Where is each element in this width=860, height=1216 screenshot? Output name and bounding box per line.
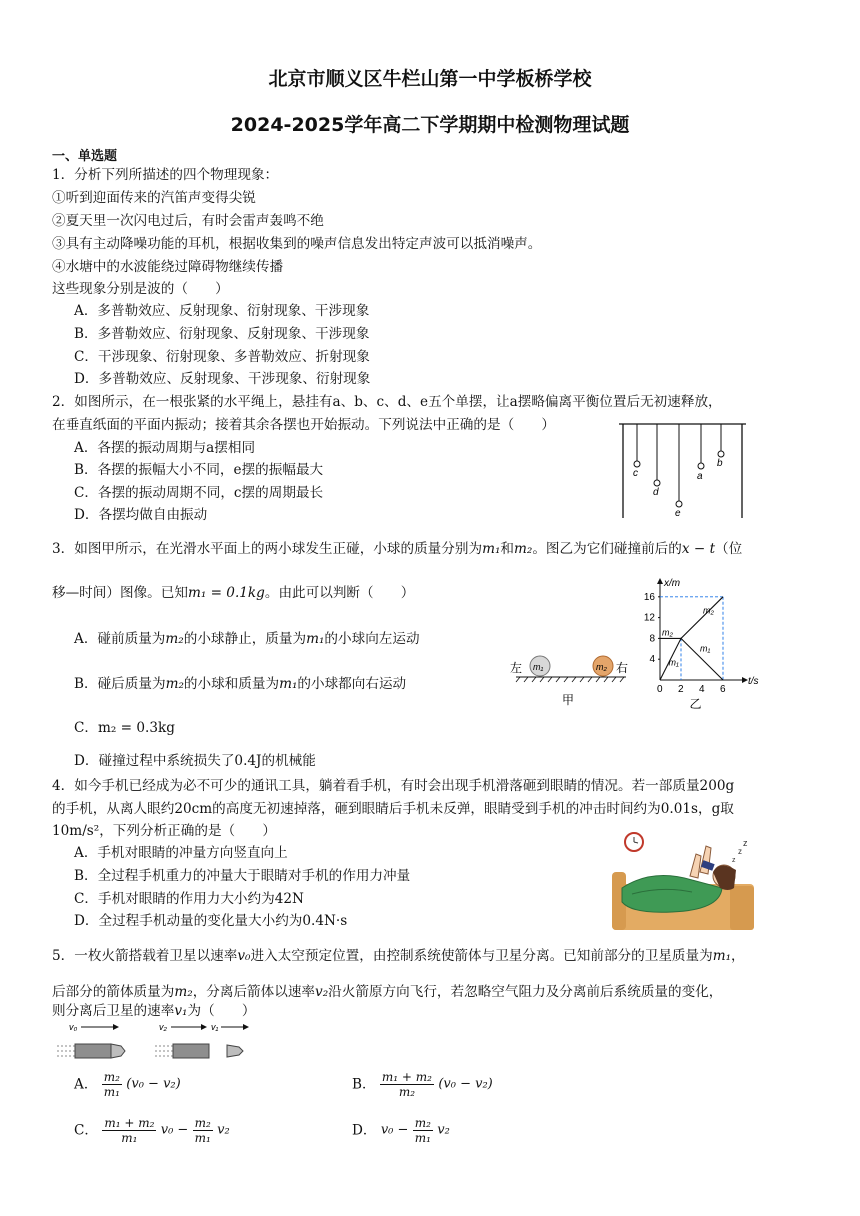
q5-line3: 则分离后卫星的速率v₁为（ ） [52, 1003, 256, 1019]
figure-caption: 甲 [562, 693, 575, 707]
q5-option-c[interactable]: C． $\frac{\text{m₁ + m₂}}{\text{m₁}}$ v₀ − $\frac{\text{m₂}}{\text{m₁}}$ v₂ [74, 1116, 230, 1145]
q4-option-a[interactable]: A．手机对眼睛的冲量方向竖直向上 [74, 845, 288, 861]
xt-chart [638, 574, 798, 710]
q4-line1: 4．如今手机已经成为必不可少的通讯工具，躺着看手机，有时会出现手机滑落砸到眼睛的情况。若一部质量200g [52, 778, 735, 794]
q1-option-a[interactable]: A．多普勒效应、反射现象、衍射现象、干涉现象 [74, 303, 370, 319]
q1-item: ③具有主动降噪功能的耳机，根据收集到的噪声信息发出特定声波可以抵消噪声。 [52, 236, 542, 252]
svg-text:v₁: v₁ [211, 1022, 219, 1032]
left-label: 左 [510, 661, 523, 675]
q2-line1: 2．如图所示，在一根张紧的水平绳上，悬挂有a、b、c、d、e五个单摆，让a摆略偏离平衡位置后无初速释放， [52, 394, 722, 410]
x-tick-label: 6 [720, 684, 726, 695]
series-label: m₁ [700, 643, 711, 654]
exam-title: 2024-2025学年高二下学期期中检测物理试题 [230, 114, 630, 136]
pendulum-label: d [653, 487, 659, 498]
q1-item: ①听到迎面传来的汽笛声变得尖锐 [52, 190, 256, 206]
pendulum-label: c [633, 468, 638, 479]
x-tick-label: 2 [678, 684, 684, 695]
q5-option-a[interactable]: A． $\frac{\text{m₂}}{\text{m₁}}$ (v₀ − v₂) [74, 1070, 181, 1099]
q4-option-c[interactable]: C．手机对眼睛的作用力大小约为42N [74, 891, 304, 907]
q2-option-c[interactable]: C．各摆的振动周期不同，c摆的周期最长 [74, 485, 324, 501]
q3-option-c[interactable]: C．m₂ = 0.3kg [74, 720, 175, 736]
q2-option-a[interactable]: A．各摆的振动周期与a摆相同 [74, 440, 256, 456]
q1-stem: 1．分析下列所描述的四个物理现象： [52, 167, 279, 183]
y-tick-label: 4 [649, 654, 655, 666]
x-axis-label: t/s [748, 676, 759, 687]
section-heading: 一、单选题 [52, 149, 118, 164]
rocket-figure [55, 1022, 255, 1064]
q4-option-d[interactable]: D．全过程手机动量的变化量大小约为0.4N·s [74, 913, 348, 929]
q3-option-b[interactable]: B．碰后质量为m₂的小球和质量为m₁的小球都向右运动 [74, 676, 407, 692]
svg-text:v₀: v₀ [69, 1022, 78, 1032]
y-tick-label: 8 [649, 633, 655, 645]
series-label: m₁ [668, 657, 679, 668]
q2-option-d[interactable]: D．各摆均做自由振动 [74, 507, 208, 523]
svg-text:m₁: m₁ [533, 662, 544, 672]
q3-line1: 3．如图甲所示，在光滑水平面上的两小球发生正碰，小球的质量分别为m₁和m₂。图乙为它们碰撞前后的x − t（位 [52, 541, 743, 557]
phone-illustration [612, 832, 754, 930]
y-axis-arrow [657, 578, 663, 584]
y-tick-label: 12 [643, 612, 655, 624]
q3-line2: 移—时间）图像。已知m₁ = 0.1kg。由此可以判断（ ） [52, 585, 415, 601]
y-tick-label: 16 [643, 591, 655, 603]
series-label: m₂ [662, 627, 673, 638]
pendulum-figure [615, 418, 750, 520]
q4-line3: 10m/s²，下列分析正确的是（ ） [52, 823, 276, 839]
series-label: m₂ [703, 605, 714, 616]
q1-item: ②夏天里一次闪电过后，有时会雷声轰鸣不绝 [52, 213, 324, 229]
q1-option-b[interactable]: B．多普勒效应、衍射现象、反射现象、干涉现象 [74, 326, 370, 342]
svg-text:z: z [738, 847, 742, 856]
q4-line2: 的手机，从离人眼约20cm的高度无初速掉落，砸到眼睛后手机未反弹，眼睛受到手机的冲击时间约为0.01s，g取 [52, 801, 734, 817]
x-tick-label: 0 [657, 684, 663, 695]
q1-option-c[interactable]: C．干涉现象、衍射现象、多普勒效应、折射现象 [74, 349, 370, 365]
pendulum-label: e [675, 508, 681, 519]
q1-ask: 这些现象分别是波的（ ） [52, 281, 229, 297]
q1-option-d[interactable]: D．多普勒效应、反射现象、干涉现象、衍射现象 [74, 371, 371, 387]
q1-item: ④水塘中的水波能绕过障碍物继续传播 [52, 259, 284, 275]
svg-text:z: z [743, 838, 748, 848]
svg-text:v₂: v₂ [159, 1022, 167, 1032]
q5-option-d[interactable]: D． v₀ − $\frac{\text{m₂}}{\text{m₁}}$ v₂ [352, 1116, 450, 1145]
collision-figure [508, 648, 633, 710]
chart-caption: 乙 [689, 697, 702, 710]
svg-text:m₂: m₂ [596, 662, 607, 672]
q2-option-b[interactable]: B．各摆的振幅大小不同，e摆的振幅最大 [74, 462, 324, 478]
q5-option-b[interactable]: B． $\frac{\text{m₁ + m₂}}{\text{m₂}}$ (v₀ − v₂) [352, 1070, 493, 1099]
q3-option-d[interactable]: D．碰撞过程中系统损失了0.4J的机械能 [74, 753, 316, 769]
q3-option-a[interactable]: A．碰前质量为m₂的小球静止，质量为m₁的小球向左运动 [74, 631, 420, 647]
pendulum-label: a [697, 471, 703, 482]
school-title: 北京市顺义区牛栏山第一中学板桥学校 [268, 68, 592, 90]
q5-line2: 后部分的箭体质量为m₂，分离后箭体以速率v₂沿火箭原方向飞行，若忽略空气阻力及分离前后系统质量的变化， [52, 984, 723, 1000]
svg-text:z: z [732, 857, 736, 864]
y-axis-label: x/m [664, 578, 681, 589]
x-tick-label: 4 [699, 684, 705, 695]
q5-line1: 5．一枚火箭搭载着卫星以速率v₀进入太空预定位置，由控制系统使箭体与卫星分离。已知前部分的卫星质量为m₁， [52, 948, 745, 964]
right-label: 右 [616, 661, 629, 675]
q2-line2: 在垂直纸面的平面内振动；接着其余各摆也开始振动。下列说法中正确的是（ ） [52, 417, 555, 433]
q4-option-b[interactable]: B．全过程手机重力的冲量大于眼睛对手机的作用力冲量 [74, 868, 411, 884]
pendulum-label: b [717, 458, 723, 469]
